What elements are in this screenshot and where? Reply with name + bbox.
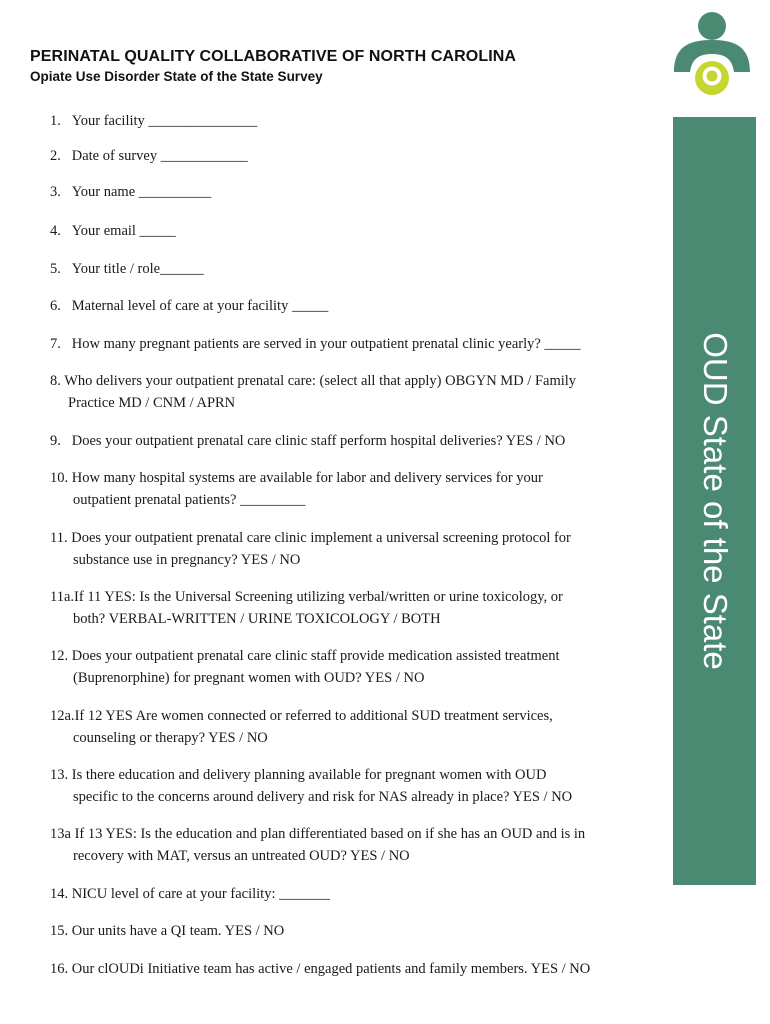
question-text: Does your outpatient prenatal care clinic staff provide medication assisted treatment xyxy=(71,648,560,664)
question-1 xyxy=(50,110,257,132)
question-number: 4. xyxy=(50,223,61,239)
question-text: Does your outpatient prenatal care clinic implement a universal screening protocol for xyxy=(71,530,571,546)
question-text-continued: (Buprenorphine) for pregnant women with OUD? YES / NO xyxy=(73,670,425,686)
question-13 xyxy=(50,764,572,808)
question-number: 3. xyxy=(50,184,61,200)
question-number: 15. xyxy=(50,923,69,939)
question-text: Your email _____ xyxy=(71,223,176,239)
question-text: Maternal level of care at your facility _____ xyxy=(71,298,329,314)
question-number: 13a xyxy=(50,826,71,842)
question-12a xyxy=(50,705,553,749)
question-7 xyxy=(50,333,581,355)
question-text-continued: substance use in pregnancy? YES / NO xyxy=(73,552,301,568)
question-text-continued: recovery with MAT, versus an untreated OUD? YES / NO xyxy=(73,848,410,864)
page-title: PERINATAL QUALITY COLLABORATIVE OF NORTH CAROLINA xyxy=(30,48,517,65)
question-number: 14. xyxy=(50,886,69,902)
question-number: 8. xyxy=(50,373,61,389)
question-number: 10. xyxy=(50,470,69,486)
question-text: NICU level of care at your facility: _______ xyxy=(71,886,330,902)
question-6 xyxy=(50,295,328,317)
question-number: 12a. xyxy=(50,708,75,724)
question-text: Our units have a QI team. YES / NO xyxy=(71,923,285,939)
question-13a xyxy=(50,823,585,867)
question-text: If 12 YES Are women connected or referred to additional SUD treatment services, xyxy=(74,708,553,724)
question-text: Who delivers your outpatient prenatal care: (select all that apply) OBGYN MD / Family xyxy=(64,373,577,389)
question-4 xyxy=(50,220,176,242)
question-number: 5. xyxy=(50,261,61,277)
question-number: 16. xyxy=(50,961,69,977)
question-text: Your name __________ xyxy=(71,184,212,200)
side-banner-text: OUD State of the State xyxy=(696,332,734,670)
question-text: Does your outpatient prenatal care clinic staff perform hospital deliveries? YES / NO xyxy=(71,433,566,449)
question-number: 7. xyxy=(50,336,61,352)
question-16 xyxy=(50,958,590,980)
question-5 xyxy=(50,258,204,280)
question-11a xyxy=(50,586,563,630)
question-text-continued: both? VERBAL-WRITTEN / URINE TOXICOLOGY / BOTH xyxy=(73,611,441,627)
question-text-continued: outpatient prenatal patients? _________ xyxy=(73,492,306,508)
question-text: Our clOUDi Initiative team has active / engaged patients and family members. YES / NO xyxy=(71,961,591,977)
question-15 xyxy=(50,920,284,942)
question-14 xyxy=(50,883,330,905)
question-text: If 11 YES: Is the Universal Screening utilizing verbal/written or urine toxicology, or xyxy=(74,589,563,605)
person-with-circle-logo-icon xyxy=(672,10,752,102)
question-11 xyxy=(50,527,571,571)
question-text-continued: specific to the concerns around delivery and risk for NAS already in place? YES / NO xyxy=(73,789,573,805)
question-number: 11a. xyxy=(50,589,75,605)
question-number: 13. xyxy=(50,767,69,783)
question-number: 11. xyxy=(50,530,68,546)
question-text-continued: Practice MD / CNM / APRN xyxy=(68,395,236,411)
question-text: How many hospital systems are available for labor and delivery services for your xyxy=(71,470,543,486)
question-number: 12. xyxy=(50,648,69,664)
question-text: How many pregnant patients are served in your outpatient prenatal clinic yearly? _____ xyxy=(71,336,581,352)
question-number: 6. xyxy=(50,298,61,314)
question-3 xyxy=(50,181,211,203)
question-12 xyxy=(50,645,559,689)
question-8 xyxy=(50,370,576,414)
question-text: Your facility _______________ xyxy=(71,113,258,129)
question-number: 9. xyxy=(50,433,61,449)
question-text: Date of survey ____________ xyxy=(71,148,248,164)
question-2 xyxy=(50,145,248,167)
question-number: 2. xyxy=(50,148,61,164)
document-header xyxy=(30,48,516,84)
side-banner xyxy=(673,117,756,885)
question-number: 1. xyxy=(50,113,61,129)
question-10 xyxy=(50,467,543,511)
question-text: Your title / role______ xyxy=(71,261,204,277)
question-text: Is there education and delivery planning available for pregnant women with OUD xyxy=(71,767,547,783)
question-text: If 13 YES: Is the education and plan differentiated based on if she has an OUD and is in xyxy=(74,826,586,842)
page-subtitle: Opiate Use Disorder State of the State Survey xyxy=(30,69,323,84)
question-text-continued: counseling or therapy? YES / NO xyxy=(73,730,268,746)
question-9 xyxy=(50,430,565,452)
